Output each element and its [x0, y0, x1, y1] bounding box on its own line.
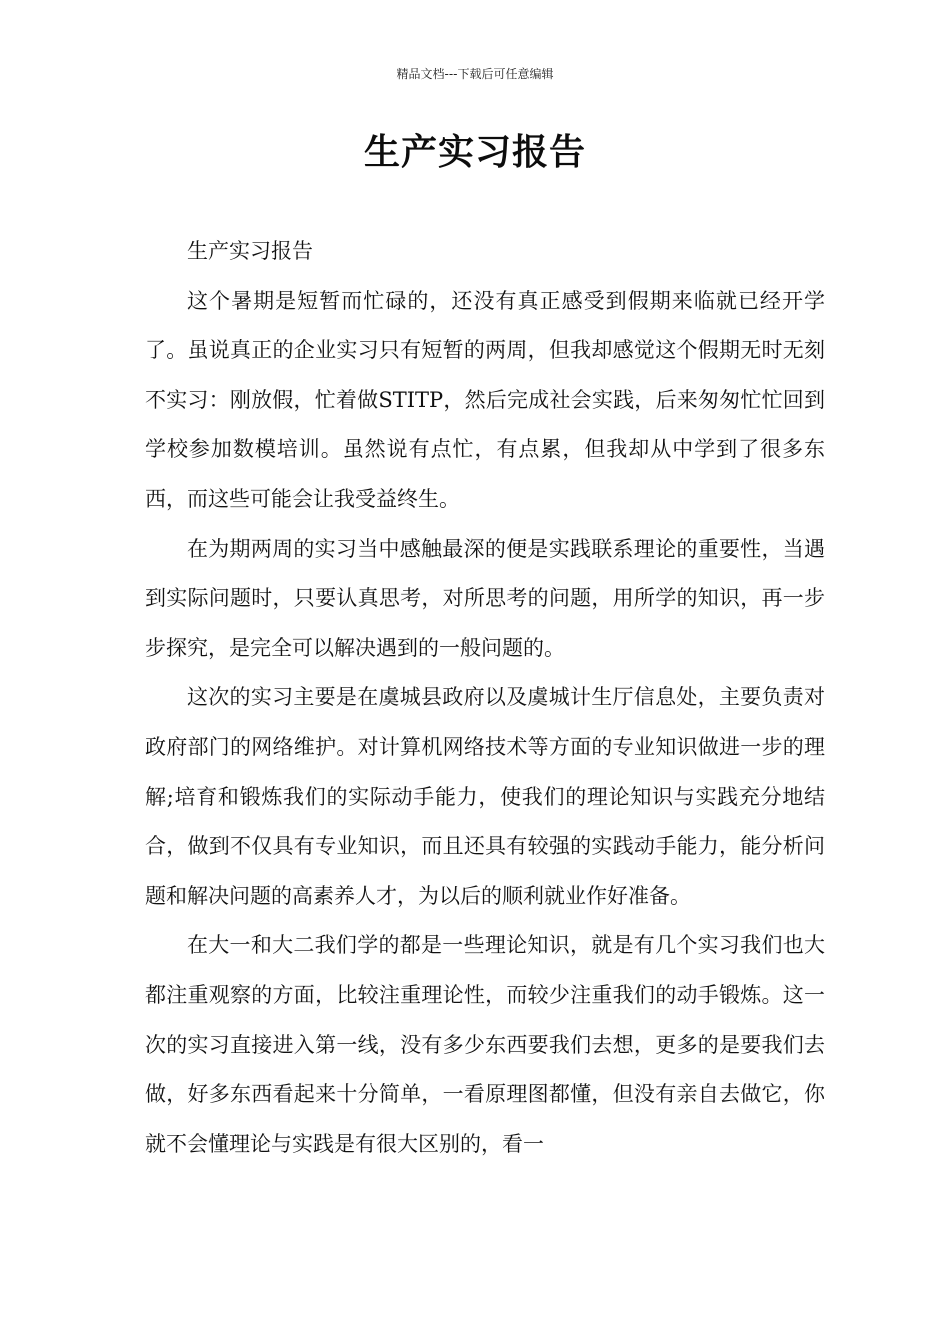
document-body: [145, 227, 825, 1169]
page-title: 生产实习报告: [363, 132, 586, 173]
paragraph: 这次的实习主要是在虞城县政府以及虞城计生厅信息处，主要负责对政府部门的网络维护。对计算机网络技术等方面的专业知识做进一步的理解;培育和锻炼我们的实际动手能力，使我们的理论知识与实践充分地结合，做到不仅具有专业知识，而且还具有较强的实践动手能力，能分析问题和解决问题的高素养人才，为以后的顺利就业作好准备。: [145, 685, 825, 908]
paragraph: 这个暑期是短暂而忙碌的，还没有真正感受到假期来临就已经开学了。虽说真正的企业实习只有短暂的两周，但我却感觉这个假期无时无刻不实习：刚放假，忙着做STITP，然后完成社会实践，后来匆匆忙忙回到学校参加数模培训。虽然说有点忙，有点累，但我却从中学到了很多东西，而这些可能会让我受益终生。: [145, 288, 825, 511]
paragraph-subtitle: 生产实习报告: [187, 239, 313, 263]
paragraph: 在为期两周的实习当中感触最深的便是实践联系理论的重要性，当遇到实际问题时，只要认真思考，对所思考的问题，用所学的知识，再一步步探究，是完全可以解决遇到的一般问题的。: [145, 536, 825, 660]
header-note: 精品文档---下载后可任意编辑: [396, 67, 554, 81]
paragraph: 在大一和大二我们学的都是一些理论知识，就是有几个实习我们也大都注重观察的方面，比较注重理论性，而较少注重我们的动手锻炼。这一次的实习直接进入第一线，没有多少东西要我们去想，更多的是要我们去做，好多东西看起来十分简单，一看原理图都懂，但没有亲自去做它，你就不会懂理论与实践是有很大区别的，看一: [145, 933, 825, 1156]
